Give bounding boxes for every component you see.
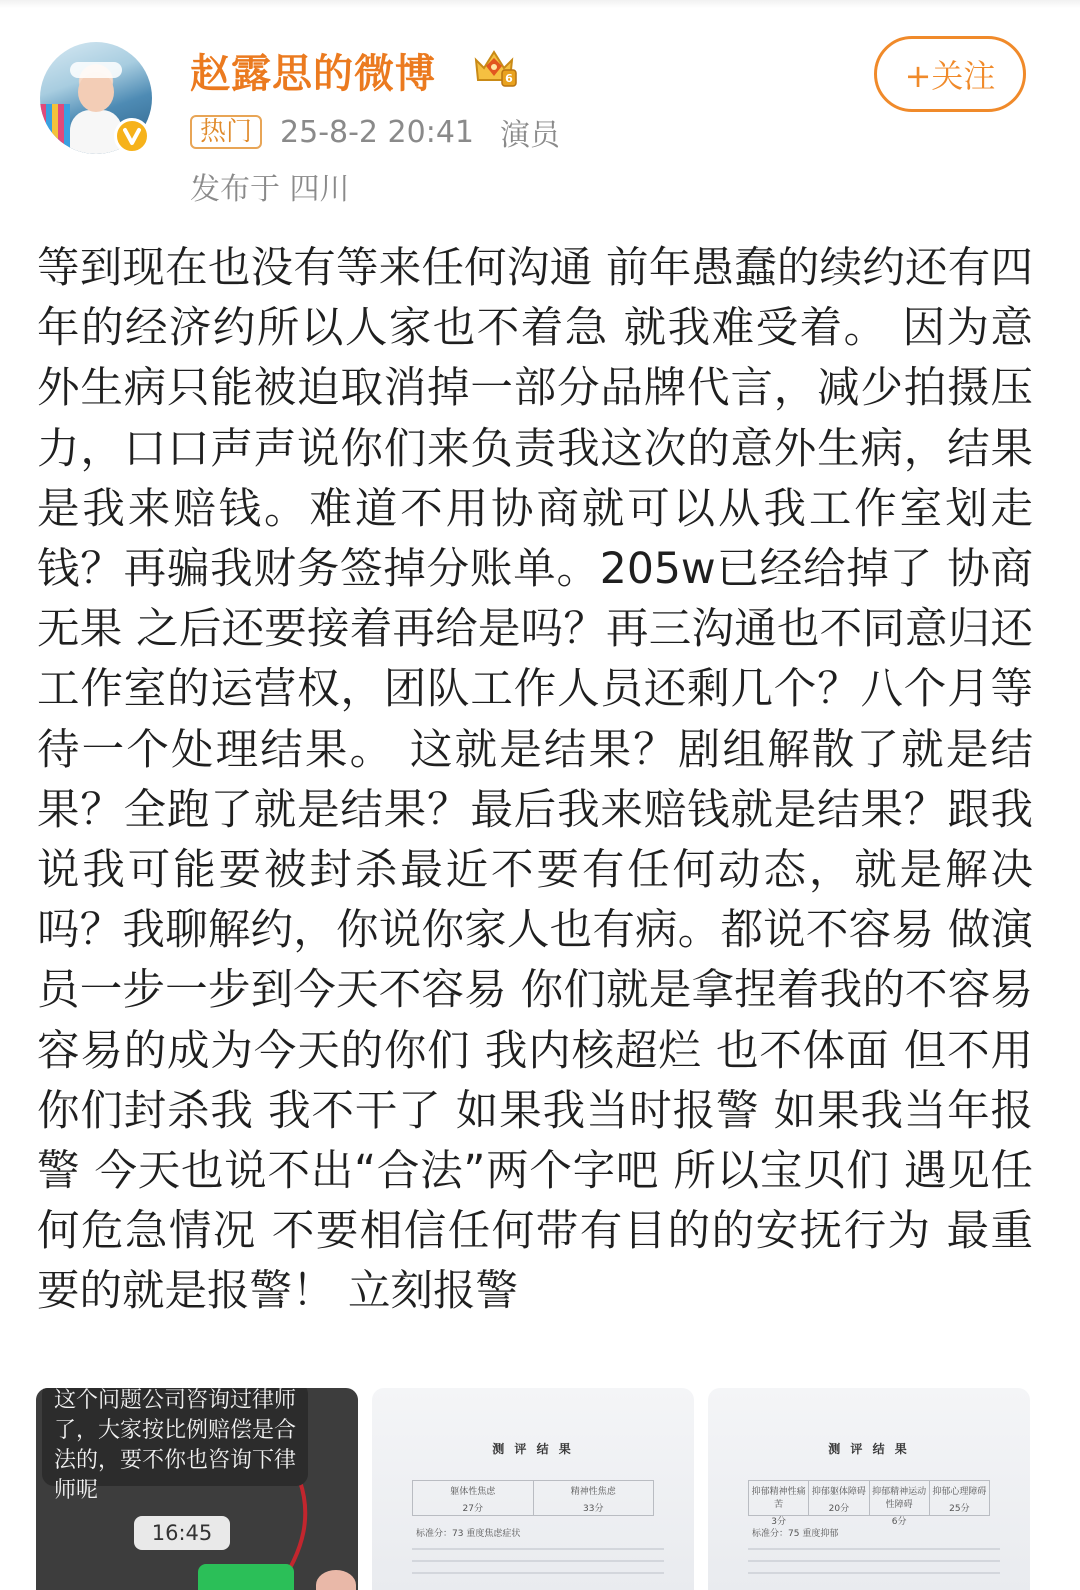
image-assessment-report-1[interactable]	[372, 1388, 694, 1590]
follow-button[interactable]: +关注	[874, 36, 1026, 112]
doc-cell	[930, 1481, 989, 1515]
doc-title: 测 评 结 果	[492, 1442, 574, 1456]
chat-time: 16:45	[134, 1516, 230, 1550]
doc-table	[412, 1480, 654, 1516]
avatar-background-shelf	[40, 104, 70, 154]
avatar-visor	[70, 62, 122, 78]
doc-table	[748, 1480, 990, 1527]
post-images	[36, 1388, 1036, 1590]
doc-title: 测 评 结 果	[828, 1442, 910, 1456]
doc-cell	[809, 1481, 869, 1515]
post-timestamp: 25-8-2 20:41	[280, 114, 475, 150]
doc-cell	[413, 1481, 534, 1515]
chat-green-element	[198, 1564, 294, 1590]
doc-text-lines	[412, 1548, 664, 1584]
doc-col: 躯体性焦虑	[450, 1487, 496, 1497]
image-chat-screenshot[interactable]	[36, 1388, 358, 1590]
doc-text-lines	[748, 1548, 1000, 1584]
post-location: 发布于 四川	[190, 172, 350, 207]
doc-val: 6分	[891, 1517, 907, 1527]
doc-val: 25分	[949, 1504, 970, 1514]
doc-col: 抑郁精神性痛苦	[751, 1487, 806, 1510]
doc-col: 精神性焦虑	[570, 1487, 616, 1497]
post-meta	[190, 112, 586, 152]
author-role: 演员	[500, 118, 561, 153]
vip-crown-icon[interactable]	[468, 46, 520, 90]
verified-v-icon	[114, 118, 150, 154]
image-assessment-report-2[interactable]	[708, 1388, 1030, 1590]
chat-bubble: 这个问题公司咨询过律师了，大家按比例赔偿是合法的，要不你也咨询下律师呢	[42, 1388, 308, 1486]
doc-score: 标准分：75 重度抑郁	[752, 1529, 839, 1539]
doc-cell	[870, 1481, 930, 1527]
doc-cell	[749, 1481, 809, 1527]
post-header	[0, 0, 1080, 230]
doc-val: 3分	[771, 1517, 786, 1527]
doc-score: 标准分：73 重度焦虑症状	[416, 1529, 521, 1539]
doc-val: 33分	[583, 1504, 604, 1514]
svg-text:6: 6	[505, 72, 513, 85]
post-text: 等到现在也没有等来任何沟通 前年愚蠢的续约还有四年的经济约所以人家也不着急 就我难受着。 因为意外生病只能被迫取消掉一部分品牌代言，减少拍摄压力，口口声声说你们来负责我这次的意外生病，结果是我来赔钱。难道不用协商就可以从我工作室划走钱？再骗我财务签掉分账单。205w已经给掉了 协商无果 之后还要接着再给是吗？再三沟通也不同意归还工作室的运营权，团队工作人员还剩几个？八个月等待一个处理结果。 这就是结果？剧组解散了就是结果？全跑了就是结果？最后我来赔钱就是结果？跟我说我可能要被封杀最近不要有任何动态，就是解决吗？我聊解约，你说你家人也有病。都说不容易 做演员一步一步到今天不容易 你们就是拿捏着我的不容易 容易的成为今天的你们 我内核超烂 也不体面 但不用你们封杀我 我不干了 如果我当时报警 如果我当年报警 今天也说不出“合法”两个字吧 所以宝贝们 遇见任何危急情况 不要相信任何带有目的的安抚行为 最重要的就是报警！ 立刻报警	[37, 244, 1033, 1317]
avatar-face	[78, 72, 114, 112]
hot-badge[interactable]: 热门	[190, 115, 262, 149]
doc-val: 20分	[828, 1504, 850, 1514]
username[interactable]: 赵露思的微博	[190, 51, 436, 97]
doc-col: 抑郁躯体障碍	[811, 1487, 866, 1497]
doc-col: 抑郁心理障碍	[932, 1487, 987, 1497]
doc-val: 27分	[462, 1504, 483, 1514]
doc-cell	[534, 1481, 654, 1515]
doc-col: 抑郁精神运动性障碍	[872, 1487, 927, 1510]
